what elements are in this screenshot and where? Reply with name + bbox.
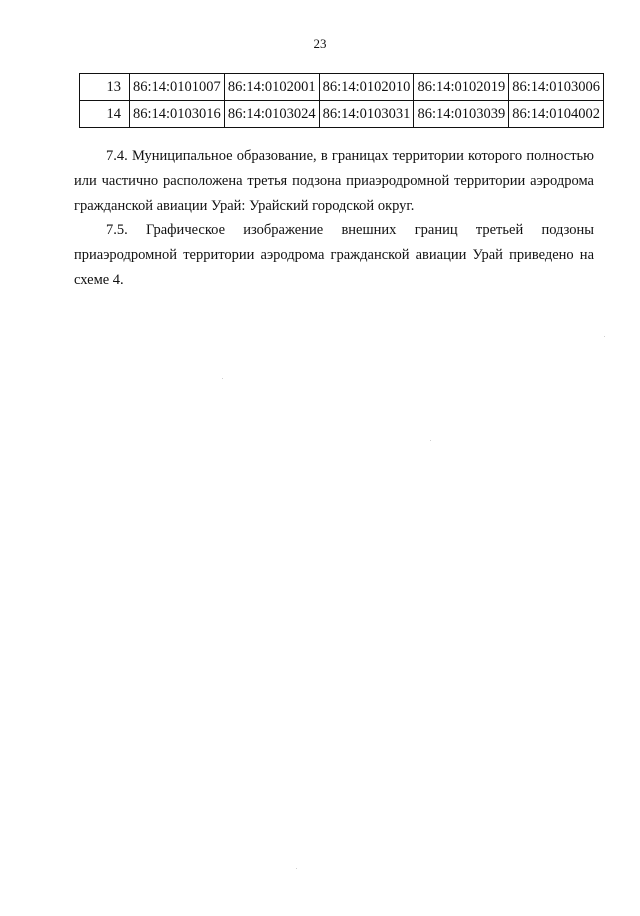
- cadastral-code: 86:14:0102019: [414, 74, 509, 101]
- cadastral-code: 86:14:0103016: [130, 101, 225, 128]
- paragraph-7-5: 7.5. Графическое изображение внешних границ третьей подзоны приаэродромной территории аэродрома гражданской авиации Урай приведено на схеме 4.: [74, 222, 594, 288]
- cadastral-code: 86:14:0102001: [224, 74, 319, 101]
- page-number: 23: [313, 36, 327, 51]
- row-number: 13: [80, 74, 130, 101]
- cadastral-code: 86:14:0103024: [224, 101, 319, 128]
- cadastral-code: 86:14:0103006: [509, 74, 604, 101]
- cadastral-code: 86:14:0102010: [319, 74, 414, 101]
- table-row: [80, 74, 604, 101]
- scan-speck: [604, 336, 605, 337]
- scan-speck: [430, 440, 431, 441]
- scan-speck: [296, 868, 297, 869]
- table-row: [80, 101, 604, 128]
- paragraph-7-4: 7.4. Муниципальное образование, в границах территории которого полностью или частично расположена третья подзона приаэродромной территории аэродрома гражданской авиации Урай: Урайский городской округ.: [74, 148, 594, 214]
- cadastral-code: 86:14:0103039: [414, 101, 509, 128]
- cadastral-code: 86:14:0101007: [130, 74, 225, 101]
- cadastral-code: 86:14:0104002: [509, 101, 604, 128]
- cadastral-table: [79, 73, 604, 128]
- row-number: 14: [80, 101, 130, 128]
- cadastral-code: 86:14:0103031: [319, 101, 414, 128]
- scan-speck: [222, 378, 223, 379]
